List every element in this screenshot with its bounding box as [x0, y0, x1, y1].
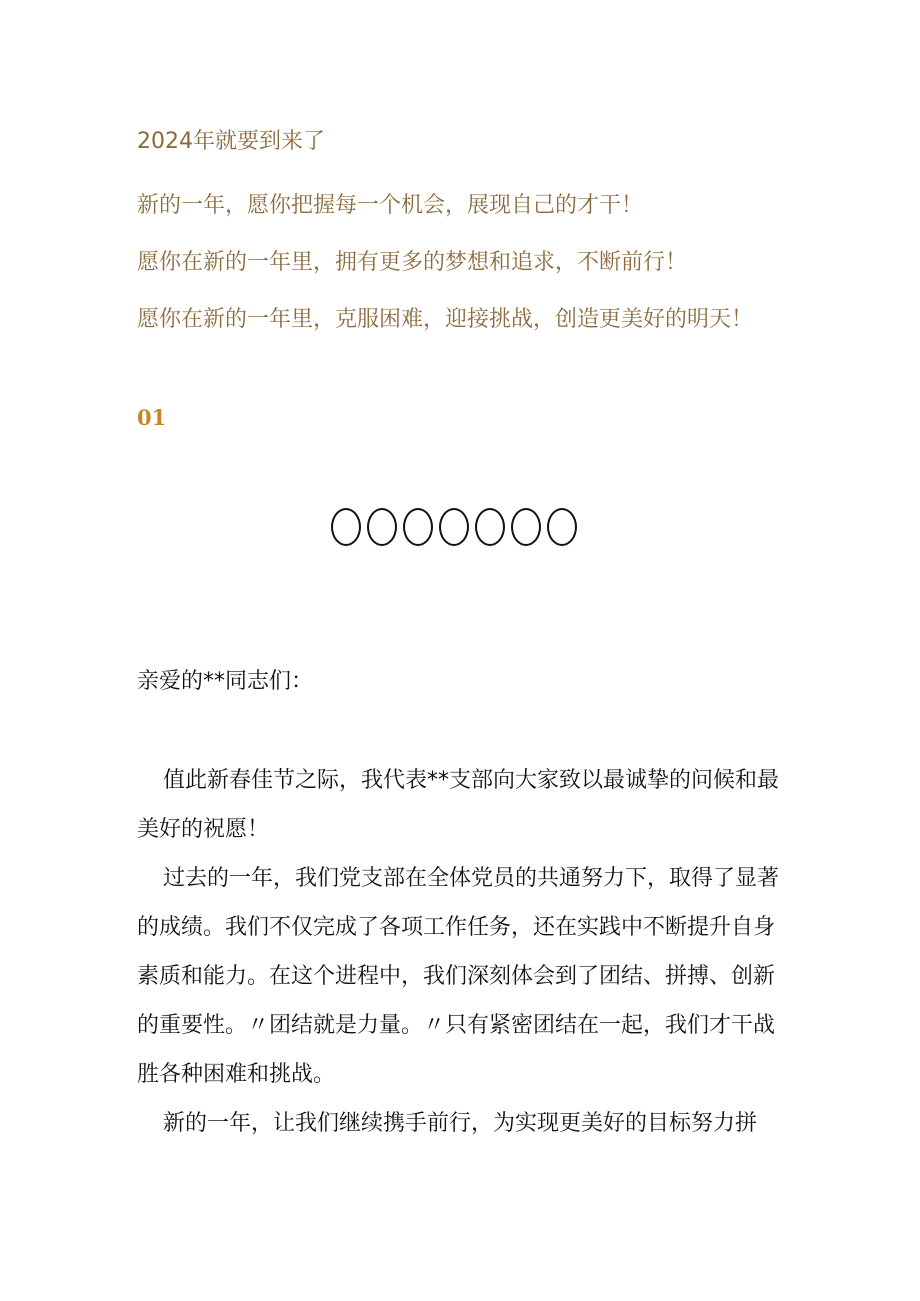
section-number: 01 [137, 405, 167, 430]
circle-glyph [367, 508, 397, 546]
circle-glyph [547, 508, 577, 546]
circle-glyph [331, 508, 361, 546]
paragraph: 新的一年，让我们继续携手前行，为实现更美好的目标努力拼 [163, 1111, 758, 1136]
paragraph: 过去的一年，我们党支部在全体党员的共通努力下，取得了显著的成绩。我们不仅完成了各项工作任务，还在实践中不断提升自身素质和能力。在这个进程中，我们深刻体会到了团结、拼搏、创新的重要性。〃团结就是力量。〃只有紧密团结在一起，我们才干战胜各种困难和挑战。 [137, 866, 780, 1087]
letter-body [137, 660, 793, 1148]
heading-placeholder-circles [331, 508, 577, 546]
greeting-intro [137, 120, 777, 348]
circle-glyph [475, 508, 505, 546]
intro-line: 2024年就要到来了 [137, 129, 325, 154]
intro-line: 愿你在新的一年里，拥有更多的梦想和追求，不断前行！ [137, 250, 688, 275]
intro-line: 愿你在新的一年里，克服困难，迎接挑战，创造更美好的明天！ [137, 307, 754, 332]
intro-line: 新的一年，愿你把握每一个机会，展现自己的才干！ [137, 193, 644, 218]
paragraph: 值此新春佳节之际，我代表**支部向大家致以最诚挚的问候和最美好的祝愿！ [137, 768, 780, 842]
circle-glyph [511, 508, 541, 546]
salutation: 亲爱的**同志们： [137, 669, 314, 694]
circle-glyph [403, 508, 433, 546]
circle-glyph [439, 508, 469, 546]
